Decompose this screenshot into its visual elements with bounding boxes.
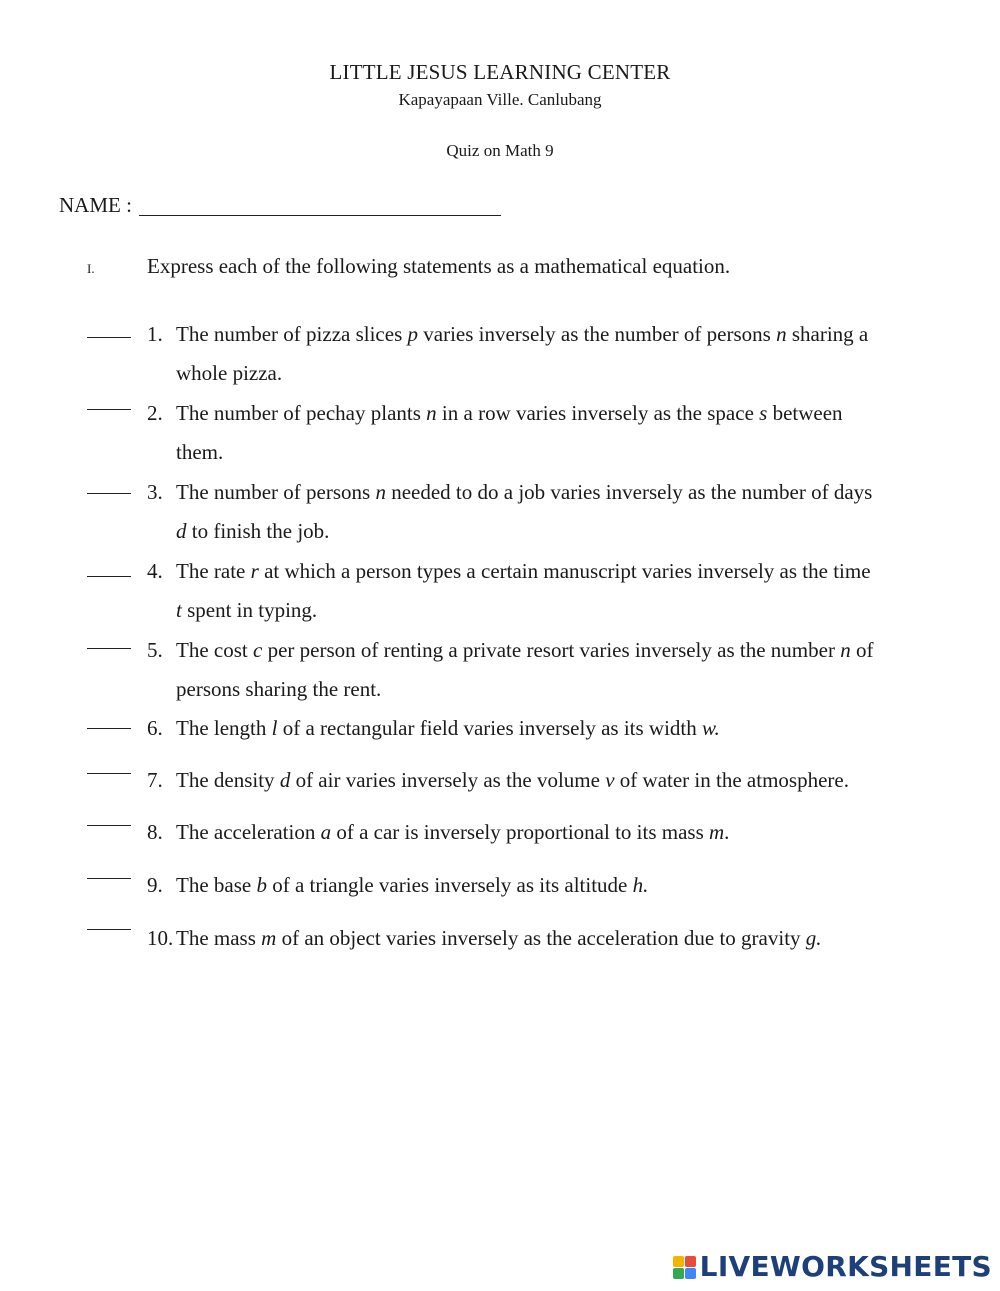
question-number: 8. bbox=[147, 820, 163, 844]
question-text-line: d to finish the job. bbox=[176, 519, 330, 543]
section-number: I. bbox=[87, 261, 95, 276]
question-number: 10. bbox=[147, 926, 174, 950]
question-text-line: persons sharing the rent. bbox=[176, 677, 382, 701]
liveworksheets-logo-text: LIVEWORKSHEETS bbox=[699, 1250, 992, 1283]
name-row bbox=[59, 193, 501, 218]
answer-blank[interactable] bbox=[87, 576, 131, 577]
liveworksheets-logo-icon bbox=[673, 1256, 696, 1279]
question-number: 2. bbox=[147, 401, 163, 425]
question-text-line: The number of persons n needed to do a job varies inversely as the number of days bbox=[176, 480, 873, 504]
question-text-line: The number of pechay plants n in a row varies inversely as the space s between bbox=[176, 401, 843, 425]
question-text-line: The length l of a rectangular field varies inversely as its width w. bbox=[176, 716, 720, 740]
question-text-line: The rate r at which a person types a certain manuscript varies inversely as the time bbox=[176, 559, 871, 583]
logo-square-3 bbox=[673, 1268, 684, 1279]
answer-blank[interactable] bbox=[87, 773, 131, 774]
answer-blank[interactable] bbox=[87, 878, 131, 879]
school-name: LITTLE JESUS LEARNING CENTER bbox=[329, 60, 671, 84]
logo-square-4 bbox=[685, 1268, 696, 1279]
answer-blank[interactable] bbox=[87, 409, 131, 410]
question-number: 6. bbox=[147, 716, 163, 740]
question-number: 5. bbox=[147, 638, 163, 662]
question-number: 1. bbox=[147, 322, 163, 346]
question-number: 7. bbox=[147, 768, 163, 792]
school-address: Kapayapaan Ville. Canlubang bbox=[398, 90, 602, 109]
logo-square-2 bbox=[685, 1256, 696, 1267]
question-text-line: The density d of air varies inversely as the volume v of water in the atmosphere. bbox=[176, 768, 849, 792]
question-number: 4. bbox=[147, 559, 163, 583]
question-number: 3. bbox=[147, 480, 163, 504]
answer-blank[interactable] bbox=[87, 728, 131, 729]
question-text-line: them. bbox=[176, 440, 224, 464]
question-text-line: The acceleration a of a car is inversely proportional to its mass m. bbox=[176, 820, 730, 844]
question-text-line: The base b of a triangle varies inversely as its altitude h. bbox=[176, 873, 649, 897]
question-text-line: whole pizza. bbox=[176, 361, 283, 385]
question-number: 9. bbox=[147, 873, 163, 897]
question-text-line: The mass m of an object varies inversely as the acceleration due to gravity g. bbox=[176, 926, 822, 950]
answer-blank[interactable] bbox=[87, 929, 131, 930]
question-text-line: The number of pizza slices p varies inversely as the number of persons n sharing a bbox=[176, 322, 869, 346]
section-instruction: Express each of the following statements as a mathematical equation. bbox=[147, 254, 731, 278]
liveworksheets-logo bbox=[673, 1250, 992, 1283]
question-text-line: The cost c per person of renting a private resort varies inversely as the number n of bbox=[176, 638, 874, 662]
answer-blank[interactable] bbox=[87, 648, 131, 649]
name-label: NAME : bbox=[59, 193, 132, 217]
question-text-line: t spent in typing. bbox=[176, 598, 318, 622]
answer-blank[interactable] bbox=[87, 825, 131, 826]
quiz-title: Quiz on Math 9 bbox=[446, 141, 554, 160]
answer-blank[interactable] bbox=[87, 337, 131, 338]
answer-blank[interactable] bbox=[87, 493, 131, 494]
logo-square-1 bbox=[673, 1256, 684, 1267]
name-input-line[interactable] bbox=[139, 193, 501, 216]
